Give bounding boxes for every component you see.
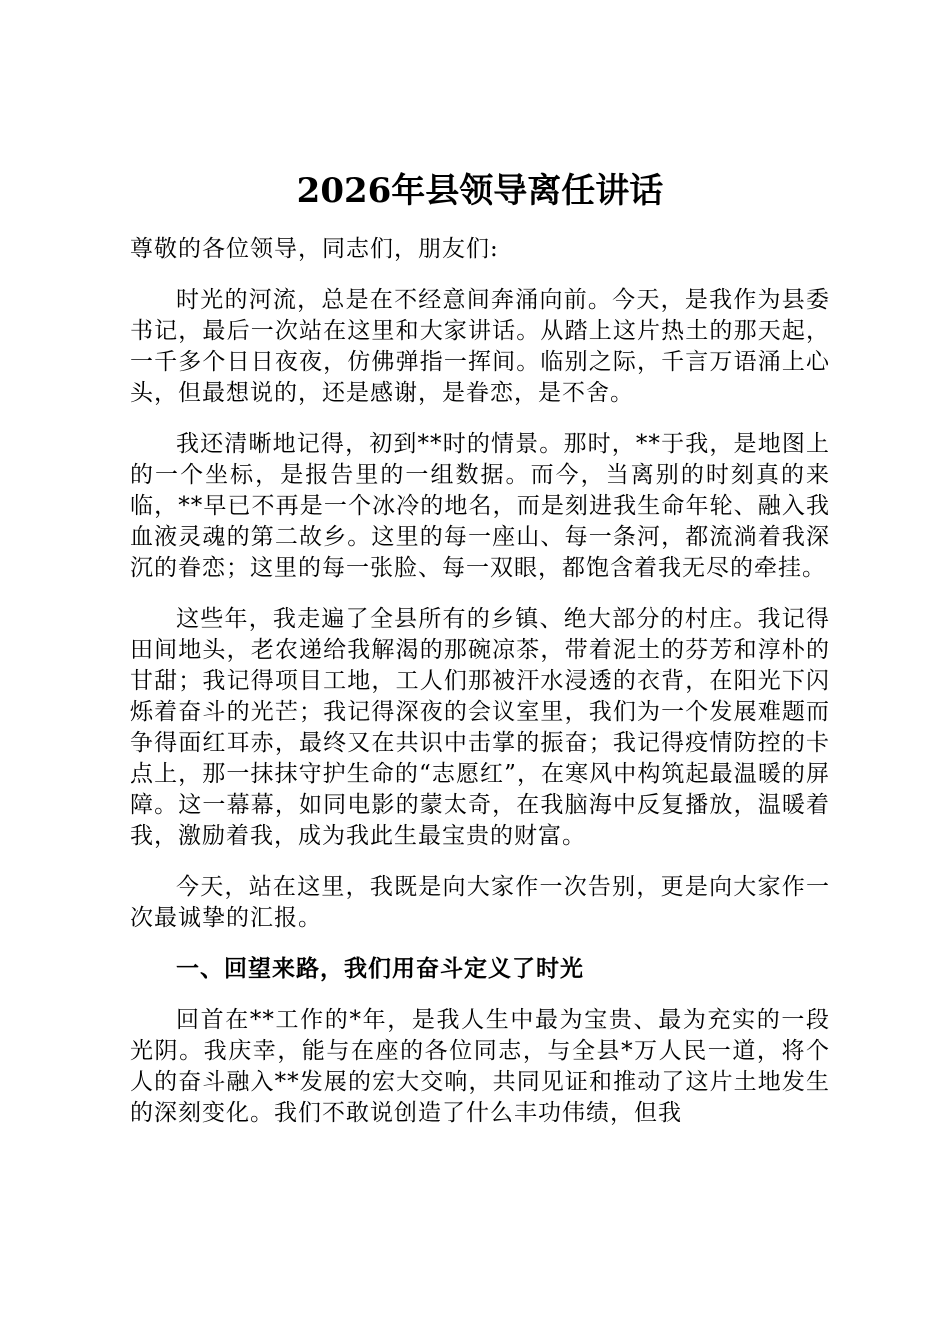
document-body bbox=[130, 168, 830, 1149]
paragraph-3: 这些年，我走遍了全县所有的乡镇、绝大部分的村庄。我记得田间地头，老农递给我解渴的那碗凉茶，带着泥土的芬芳和淳朴的甘甜；我记得项目工地，工人们那被汗水浸透的衣背，在阳光下闪烁着奋斗的光芒；我记得深夜的会议室里，我们为一个发展难题而争得面红耳赤，最终又在共识中击掌的振奋；我记得疫情防控的卡点上，那一抹抹守护生命的“志愿红”，在寒风中构筑起最温暖的屏障。这一幕幕，如同电影的蒙太奇，在我脑海中反复播放，温暖着我，激励着我，成为我此生最宝贵的财富。 bbox=[130, 606, 830, 849]
paragraph-4: 今天，站在这里，我既是向大家作一次告别，更是向大家作一次最诚挚的汇报。 bbox=[130, 874, 830, 931]
paragraph-2: 我还清晰地记得，初到**时的情景。那时，**于我，是地图上的一个坐标，是报告里的一组数据。而今，当离别的时刻真的来临，**早已不再是一个冰冷的地名，而是刻进我生命年轮、融入我血液灵魂的第二故乡。这里的每一座山、每一条河，都流淌着我深沉的眷恋；这里的每一张脸、每一双眼，都饱含着我无尽的牵挂。 bbox=[130, 431, 830, 581]
document-title: 2026年县领导离任讲话 bbox=[296, 171, 664, 211]
salutation: 尊敬的各位领导，同志们，朋友们: bbox=[130, 236, 499, 262]
section-paragraph: 回首在**工作的*年，是我人生中最为宝贵、最为充实的一段光阴。我庆幸，能与在座的各位同志，与全县*万人民一道，将个人的奋斗融入**发展的宏大交响，共同见证和推动了这片土地发生的深刻变化。我们不敢说创造了什么丰功伟绩，但我 bbox=[130, 1007, 830, 1126]
section-heading: 一、回望来路，我们用奋斗定义了时光 bbox=[176, 956, 584, 982]
paragraph-1: 时光的河流，总是在不经意间奔涌向前。今天，是我作为县委书记，最后一次站在这里和大家讲话。从踏上这片热土的那天起，一千多个日日夜夜，仿佛弹指一挥间。临别之际，千言万语涌上心头，但最想说的，还是感谢，是眷恋，是不舍。 bbox=[130, 287, 830, 406]
